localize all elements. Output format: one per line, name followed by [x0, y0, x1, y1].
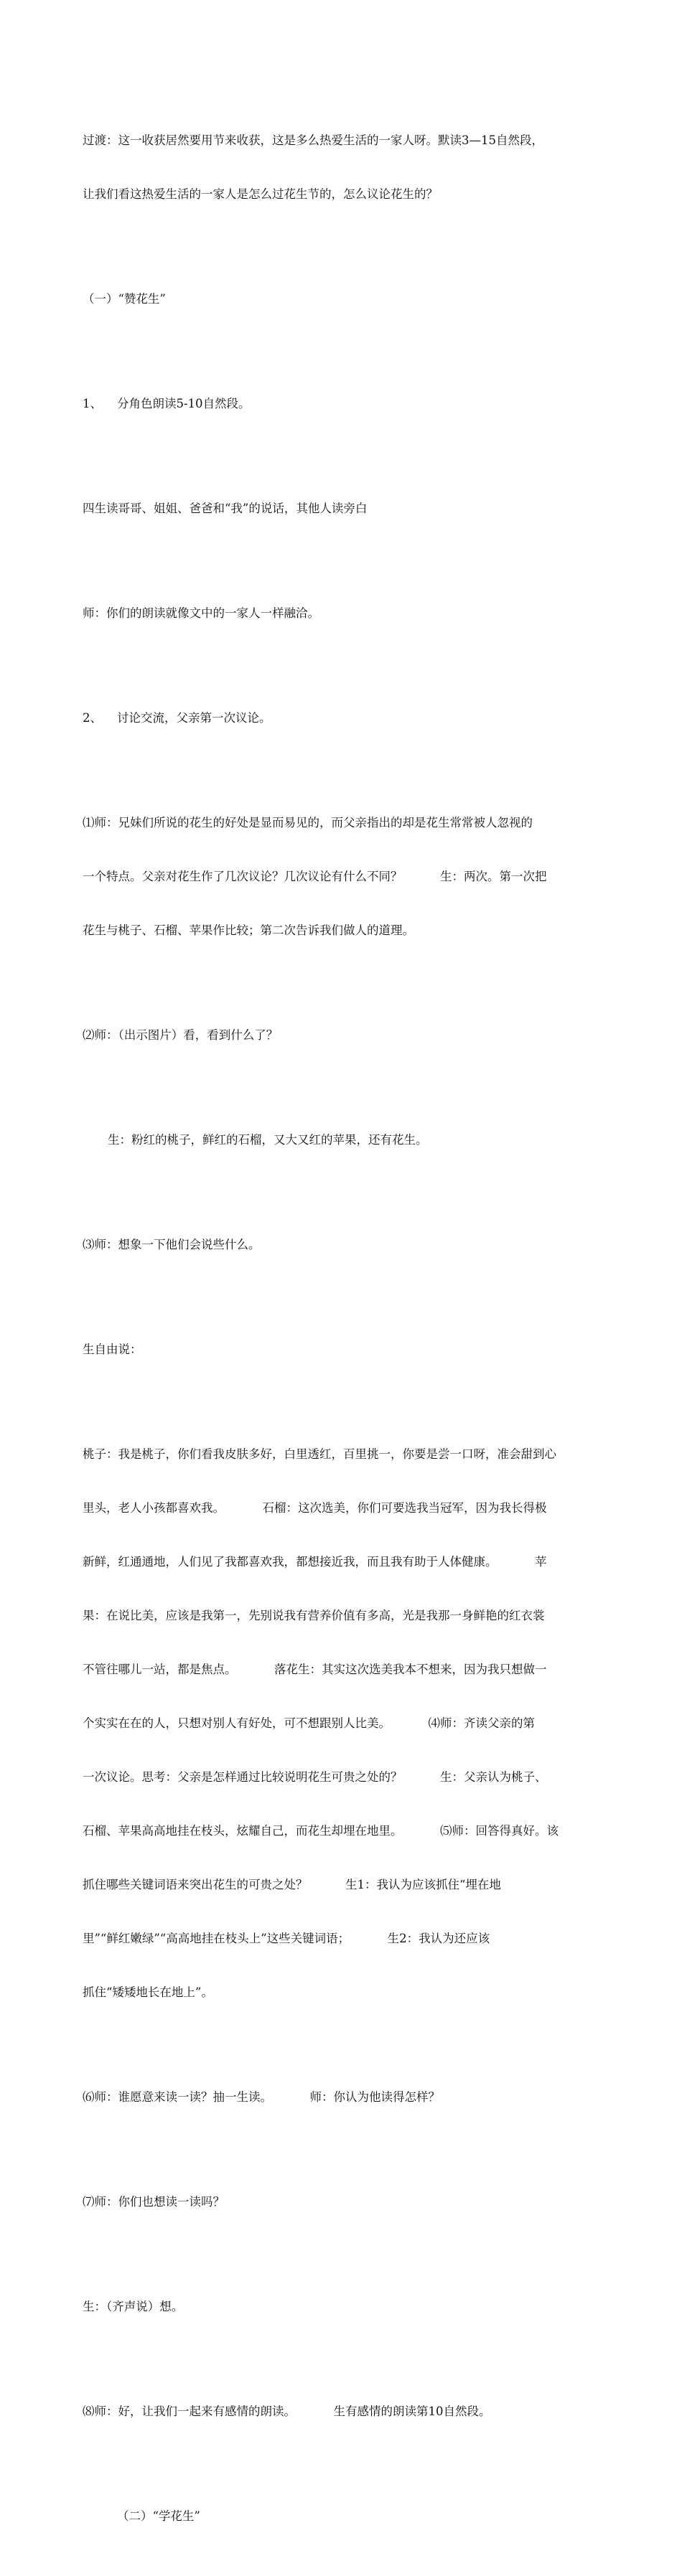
text-line: 桃子：我是桃子，你们看我皮肤多好，白里透红，百里挑一，你要是尝一口呀，准会甜到心 — [83, 1447, 556, 1461]
paragraph-teacher-comment — [83, 568, 605, 658]
paragraph-fruit-dialogue — [83, 1409, 605, 2037]
paragraph-free-talk — [83, 1305, 605, 1394]
list-item-2 — [83, 673, 605, 763]
text-line: 抓住“矮矮地长在地上”。 — [83, 1985, 213, 1999]
text-line: 生：（齐声说）想。 — [83, 2300, 184, 2313]
text-line: ⑶师：想象一下他们会说些什么。 — [83, 1238, 261, 1251]
text-line: 花生与桃子、石榴、苹果作比较；第二次告诉我们做人的道理。 — [83, 923, 414, 937]
text-line: 里”“鲜红嫩绿”“高高地挂在枝头上”这些关键词语； 生2：我认为还应该 — [83, 1932, 490, 1945]
paragraph-role-reading — [83, 464, 605, 553]
text-line: 一次议论。思考：父亲是怎样通过比较说明花生可贵之处的？ 生：父亲认为桃子、 — [83, 1770, 547, 1784]
text-line: 个实实在在的人，只想对别人有好处，可不想跟别人比美。 ⑷师：齐读父亲的第 — [83, 1716, 535, 1730]
text-line: （二）“学花生” — [117, 2509, 200, 2523]
text-line: ⑴师：兄妹们所说的花生的好处是显而易见的，而父亲指出的却是花生常常被人忽视的 — [83, 816, 533, 829]
text-line: 石榴、苹果高高地挂在枝头，炫耀自己，而花生却埋在地里。 ⑸师：回答得真好。该 — [83, 1824, 559, 1838]
text-line: 过渡：这一收获居然要用节来收获，这是多么热爱生活的一家人呀。默读3—15自然段， — [83, 133, 543, 147]
text-line: （一）“赞花生” — [83, 292, 166, 306]
text-line: 不管往哪儿一站，都是焦点。 落花生：其实这次选美我本不想来，因为我只想做一 — [83, 1663, 547, 1676]
paragraph-question-7 — [83, 2157, 605, 2247]
paragraph-transition — [83, 95, 605, 239]
text-line: 抓住哪些关键词语来突出花生的可贵之处？ 生1：我认为应该抓住“埋在地 — [83, 1878, 501, 1891]
paragraph-question-2 — [83, 990, 605, 1080]
list-item-1 — [83, 359, 605, 448]
text-line: ⑺师：你们也想读一读吗？ — [83, 2195, 225, 2209]
text-line: 一个特点。父亲对花生作了几次议论？几次议论有什么不同？ 生：两次。第一次把 — [83, 870, 547, 883]
text-line: ⑹师：谁愿意来读一读？抽一生读。 师：你认为他读得怎样？ — [83, 2090, 440, 2104]
text-line: 让我们看这热爱生活的一家人是怎么过花生节的，怎么议论花生的？ — [83, 187, 438, 201]
paragraph-question-8 — [83, 2366, 605, 2456]
text-line: ⑵师：（出示图片）看，看到什么了？ — [83, 1028, 279, 1042]
text-line: 新鲜，红通通地，人们见了我都喜欢我，都想接近我，而且我有助于人体健康。 苹 — [83, 1555, 547, 1569]
text-line: 生自由说： — [83, 1343, 142, 1356]
text-line: 2、 讨论交流，父亲第一次议论。 — [83, 711, 271, 725]
section-heading-learn-peanut — [83, 2471, 605, 2561]
text-line: ⑻师：好，让我们一起来有感情的朗读。 生有感情的朗读第10自然段。 — [83, 2405, 491, 2418]
document-body — [83, 95, 605, 2576]
paragraph-question-3 — [83, 1200, 605, 1289]
text-line: 里头，老人小孩都喜欢我。 石榴：这次选美，你们可要选我当冠军，因为我长得极 — [83, 1501, 547, 1515]
paragraph-choral-answer — [83, 2262, 605, 2351]
paragraph-student-answer — [83, 1095, 605, 1185]
paragraph-question-6 — [83, 2052, 605, 2142]
section-heading-praise-peanut — [83, 254, 605, 344]
text-line: 生：粉红的桃子，鲜红的石榴，又大又红的苹果，还有花生。 — [108, 1133, 428, 1147]
text-line: 师：你们的朗读就像文中的一家人一样融洽。 — [83, 606, 319, 620]
text-line: 四生读哥哥、姐姐、爸爸和“我”的说话，其他人读旁白 — [83, 502, 368, 515]
paragraph-question-1 — [83, 778, 605, 975]
text-line: 果：在说比美，应该是我第一，先别说我有营养价值有多高，光是我那一身鲜艳的红衣裳 — [83, 1609, 545, 1622]
text-line: 1、 分角色朗读5-10自然段。 — [83, 397, 251, 410]
